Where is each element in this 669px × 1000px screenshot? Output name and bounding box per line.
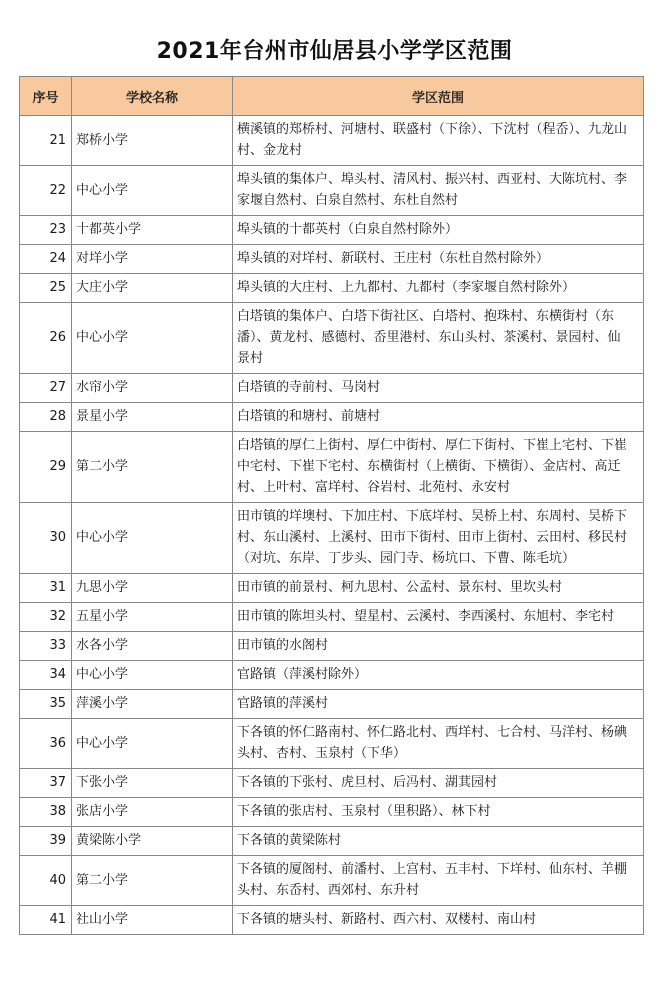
cell-school: 中心小学 [72, 166, 233, 216]
cell-school: 十都英小学 [72, 216, 233, 245]
cell-school: 中心小学 [72, 661, 233, 690]
table-header-row [20, 77, 644, 116]
table-row [20, 632, 644, 661]
table-row [20, 798, 644, 827]
cell-school: 大庄小学 [72, 274, 233, 303]
cell-no: 26 [20, 303, 72, 374]
cell-range: 下各镇的下张村、虎旦村、后冯村、湖萁园村 [233, 769, 644, 798]
table-row [20, 403, 644, 432]
table-row [20, 719, 644, 769]
cell-range: 白塔镇的集体户、白塔下街社区、白塔村、抱珠村、东横街村（东潘）、黄龙村、感德村、岙里港村、东山头村、茶溪村、景园村、仙景村 [233, 303, 644, 374]
cell-school: 中心小学 [72, 719, 233, 769]
cell-range: 埠头镇的对垟村、新联村、王庄村（东杜自然村除外） [233, 245, 644, 274]
table-row [20, 274, 644, 303]
cell-school: 景星小学 [72, 403, 233, 432]
cell-no: 30 [20, 503, 72, 574]
cell-no: 21 [20, 116, 72, 166]
cell-no: 41 [20, 906, 72, 935]
cell-range: 横溪镇的郑桥村、河塘村、联盛村（下徐）、下沈村（程岙）、九龙山村、金龙村 [233, 116, 644, 166]
cell-no: 39 [20, 827, 72, 856]
cell-range: 官路镇（萍溪村除外） [233, 661, 644, 690]
cell-no: 31 [20, 574, 72, 603]
header-range: 学区范围 [233, 77, 644, 116]
cell-range: 埠头镇的大庄村、上九都村、九都村（李家堰自然村除外） [233, 274, 644, 303]
cell-no: 36 [20, 719, 72, 769]
table-row [20, 503, 644, 574]
cell-range: 埠头镇的十都英村（白泉自然村除外） [233, 216, 644, 245]
table-row [20, 906, 644, 935]
cell-range: 白塔镇的寺前村、马岗村 [233, 374, 644, 403]
cell-no: 23 [20, 216, 72, 245]
table-row [20, 827, 644, 856]
cell-no: 32 [20, 603, 72, 632]
table-row [20, 690, 644, 719]
cell-range: 埠头镇的集体户、埠头村、清风村、振兴村、西亚村、大陈坑村、李家堰自然村、白泉自然村、东杜自然村 [233, 166, 644, 216]
cell-no: 28 [20, 403, 72, 432]
cell-school: 黄梁陈小学 [72, 827, 233, 856]
cell-range: 田市镇的水阁村 [233, 632, 644, 661]
cell-no: 22 [20, 166, 72, 216]
cell-range: 下各镇的怀仁路南村、怀仁路北村、西垟村、七合村、马洋村、杨碘头村、杏村、玉泉村（下华） [233, 719, 644, 769]
cell-range: 官路镇的萍溪村 [233, 690, 644, 719]
table-row [20, 216, 644, 245]
table-row [20, 769, 644, 798]
cell-school: 张店小学 [72, 798, 233, 827]
cell-school: 对垟小学 [72, 245, 233, 274]
table-row [20, 603, 644, 632]
header-no: 序号 [20, 77, 72, 116]
cell-school: 五星小学 [72, 603, 233, 632]
cell-range: 下各镇的黄梁陈村 [233, 827, 644, 856]
cell-range: 下各镇的张店村、玉泉村（里积路）、林下村 [233, 798, 644, 827]
table-row [20, 245, 644, 274]
cell-school: 第二小学 [72, 856, 233, 906]
cell-range: 下各镇的塘头村、新路村、西六村、双楼村、南山村 [233, 906, 644, 935]
table-row [20, 374, 644, 403]
cell-school: 第二小学 [72, 432, 233, 503]
cell-no: 27 [20, 374, 72, 403]
cell-no: 29 [20, 432, 72, 503]
cell-no: 35 [20, 690, 72, 719]
header-school: 学校名称 [72, 77, 233, 116]
cell-school: 下张小学 [72, 769, 233, 798]
cell-school: 水各小学 [72, 632, 233, 661]
table-row [20, 856, 644, 906]
school-district-table [19, 76, 644, 935]
cell-range: 白塔镇的和塘村、前塘村 [233, 403, 644, 432]
cell-no: 38 [20, 798, 72, 827]
cell-no: 25 [20, 274, 72, 303]
table-row [20, 303, 644, 374]
cell-no: 37 [20, 769, 72, 798]
cell-no: 24 [20, 245, 72, 274]
cell-school: 水帘小学 [72, 374, 233, 403]
table-row [20, 116, 644, 166]
table-row [20, 574, 644, 603]
cell-range: 下各镇的厦阁村、前潘村、上宫村、五丰村、下垟村、仙东村、羊棚头村、东岙村、西郊村、东升村 [233, 856, 644, 906]
cell-school: 萍溪小学 [72, 690, 233, 719]
table-row [20, 661, 644, 690]
cell-school: 中心小学 [72, 303, 233, 374]
cell-school: 九思小学 [72, 574, 233, 603]
cell-no: 33 [20, 632, 72, 661]
cell-no: 40 [20, 856, 72, 906]
cell-range: 田市镇的陈坦头村、望星村、云溪村、李西溪村、东旭村、李宅村 [233, 603, 644, 632]
cell-school: 中心小学 [72, 503, 233, 574]
cell-range: 田市镇的垟墺村、下加庄村、下底垟村、吴桥上村、东周村、吴桥下村、东山溪村、上溪村、田市下街村、田市上街村、云田村、移民村（对坑、东岸、丁步头、园门寺、杨坑口、下曹、陈毛坑） [233, 503, 644, 574]
page-title: 2021年台州市仙居县小学学区范围 [156, 39, 513, 64]
table-row [20, 166, 644, 216]
cell-no: 34 [20, 661, 72, 690]
cell-school: 郑桥小学 [72, 116, 233, 166]
cell-school: 社山小学 [72, 906, 233, 935]
table-row [20, 432, 644, 503]
cell-range: 白塔镇的厚仁上街村、厚仁中街村、厚仁下街村、下崔上宅村、下崔中宅村、下崔下宅村、东横街村（上横街、下横街）、金店村、高迁村、上叶村、富垟村、谷岩村、北苑村、永安村 [233, 432, 644, 503]
table-body [20, 116, 644, 935]
cell-range: 田市镇的前景村、柯九思村、公孟村、景东村、里坎头村 [233, 574, 644, 603]
